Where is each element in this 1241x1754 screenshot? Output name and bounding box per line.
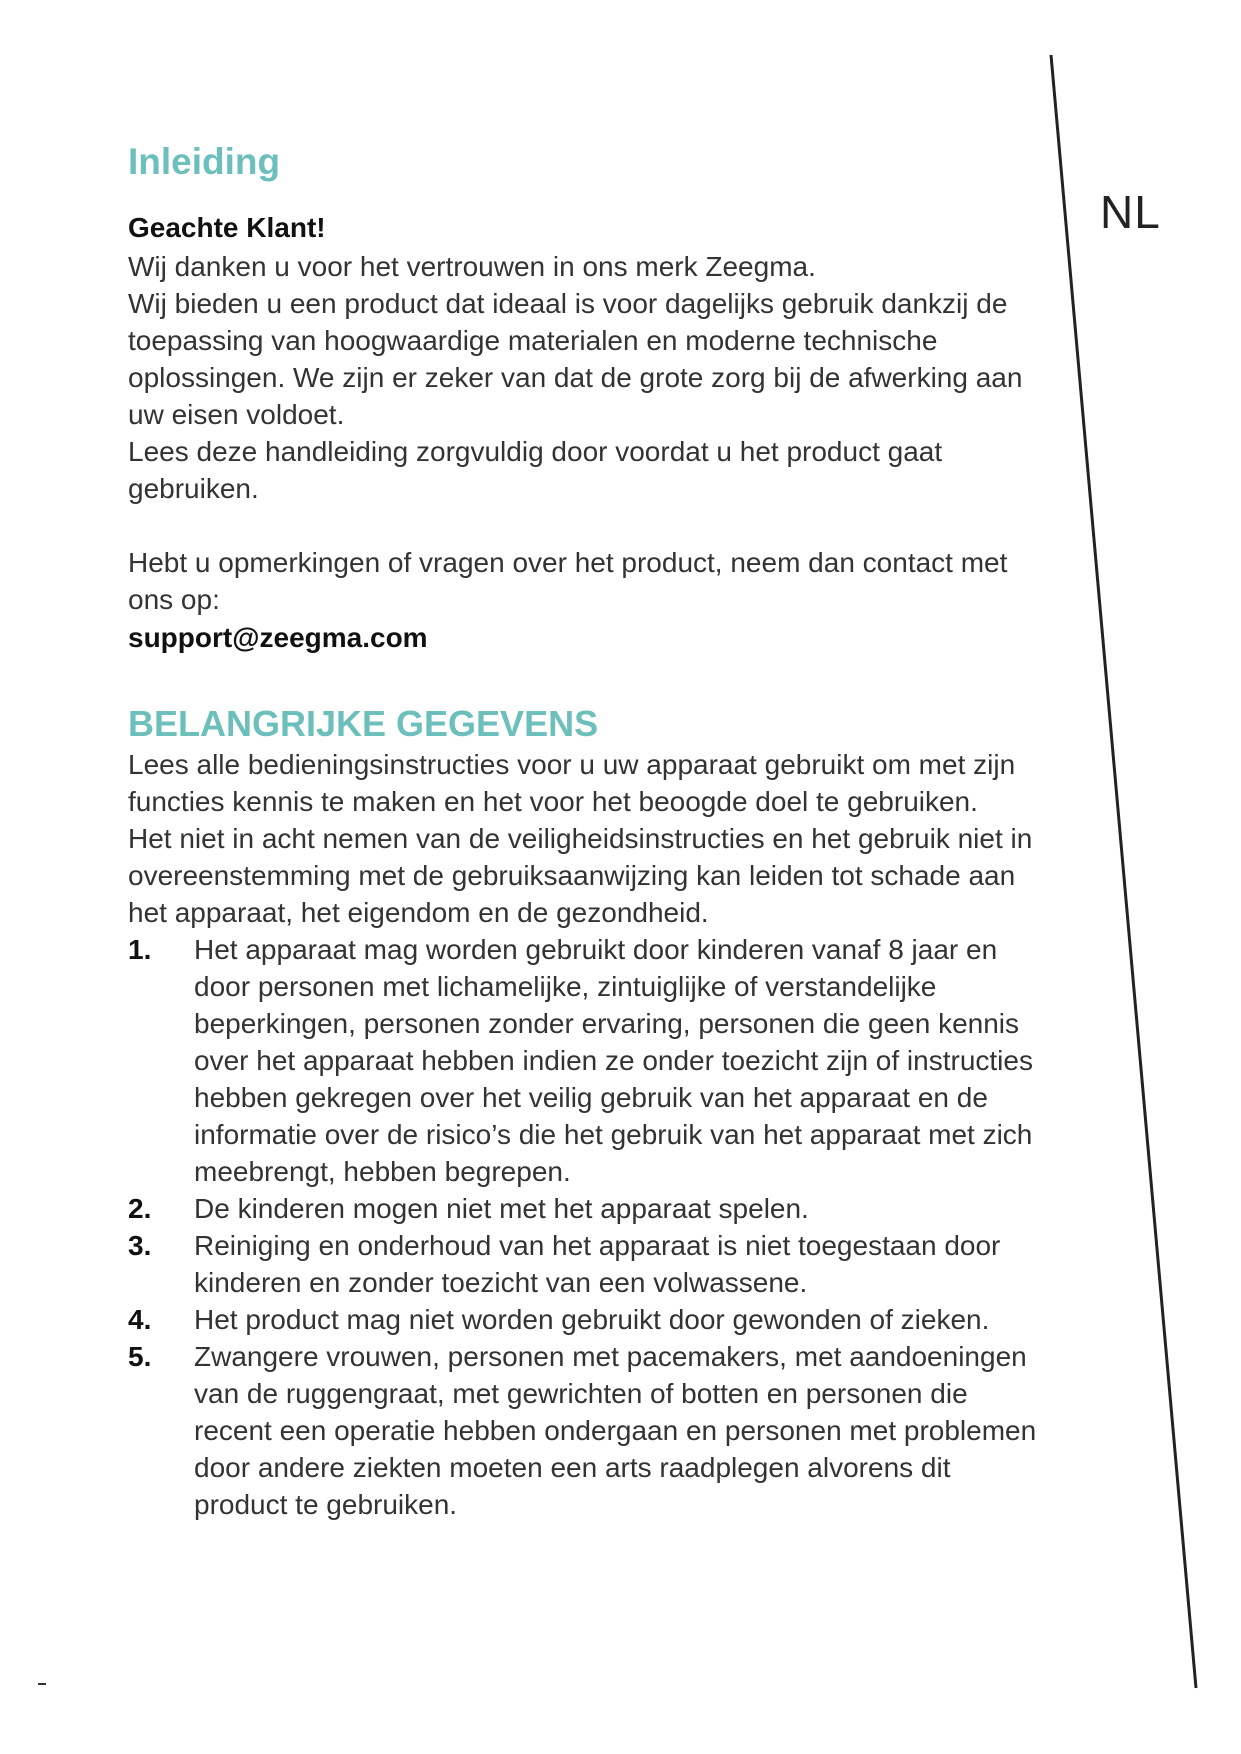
list-item-text: Het apparaat mag worden gebruikt door kinderen vanaf 8 jaar en door personen met lichamelijke, zintuiglijke of verstandelijke beperkingen, personen zonder ervaring, personen die geen kennis over het apparaat hebben indien ze onder toezicht zijn of instructies hebben gekregen over het veilig gebruik van het apparaat en de informatie over de risico’s die het gebruik van het apparaat met zich meebrengt, hebben begrepen. <box>194 934 1033 1187</box>
list-item-number: 2. <box>128 1193 152 1224</box>
important-paragraph: Lees alle bedieningsinstructies voor u uw apparaat gebruikt om met zijn functies kennis te maken en het voor het beoogde doel te gebruiken. <box>128 749 1016 817</box>
list-item-number: 1. <box>128 934 152 965</box>
important-heading: BELANGRIJKE GEGEVENS <box>128 703 599 744</box>
safety-list <box>128 931 1048 1523</box>
list-item-text: Zwangere vrouwen, personen met pacemakers, met aandoeningen van de ruggengraat, met gewrichten of botten en personen die recent een operatie hebben ondergaan en personen met problemen door andere ziekten moeten een arts raadplegen alvorens dit product te gebruiken. <box>194 1341 1037 1520</box>
contact-text: Hebt u opmerkingen of vragen over het product, neem dan contact met ons op: <box>128 547 1008 615</box>
important-paragraph: Het niet in acht nemen van de veiligheidsinstructies en het gebruik niet in overeenstemming met de gebruiksaanwijzing kan leiden tot schade aan het apparaat, het eigendom en de gezondheid. <box>128 823 1033 928</box>
intro-heading: Inleiding <box>128 141 281 182</box>
list-item-text: Reiniging en onderhoud van het apparaat is niet toegestaan door kinderen en zonder toezicht van een volwassene. <box>194 1230 1001 1298</box>
list-item-number: 5. <box>128 1341 152 1372</box>
list-item <box>128 1227 1048 1301</box>
intro-paragraph: Wij bieden u een product dat ideaal is voor dagelijks gebruik dankzij de toepassing van hoogwaardige materialen en moderne technische oplossingen. We zijn er zeker van dat de grote zorg bij de afwerking aan uw eisen voldoet. <box>128 288 1023 430</box>
greeting: Geachte Klant! <box>128 212 326 243</box>
page-dash-mark <box>38 1683 46 1685</box>
intro-paragraph: Wij danken u voor het vertrouwen in ons merk Zeegma. <box>128 251 816 282</box>
intro-paragraph: Lees deze handleiding zorgvuldig door voordat u het product gaat gebruiken. <box>128 436 943 504</box>
important-section <box>128 702 1048 1523</box>
list-item <box>128 1190 1048 1227</box>
spacer <box>128 507 1048 544</box>
language-tag: NL <box>1100 186 1161 238</box>
list-item <box>128 931 1048 1190</box>
list-item-number: 4. <box>128 1304 152 1335</box>
list-item <box>128 1338 1048 1523</box>
intro-section <box>128 136 1048 658</box>
document-page <box>128 136 1048 1523</box>
list-item <box>128 1301 1048 1338</box>
list-item-number: 3. <box>128 1230 152 1261</box>
list-item-text: De kinderen mogen niet met het apparaat spelen. <box>194 1193 809 1224</box>
support-email: support@zeegma.com <box>128 622 428 653</box>
list-item-text: Het product mag niet worden gebruikt door gewonden of zieken. <box>194 1304 990 1335</box>
